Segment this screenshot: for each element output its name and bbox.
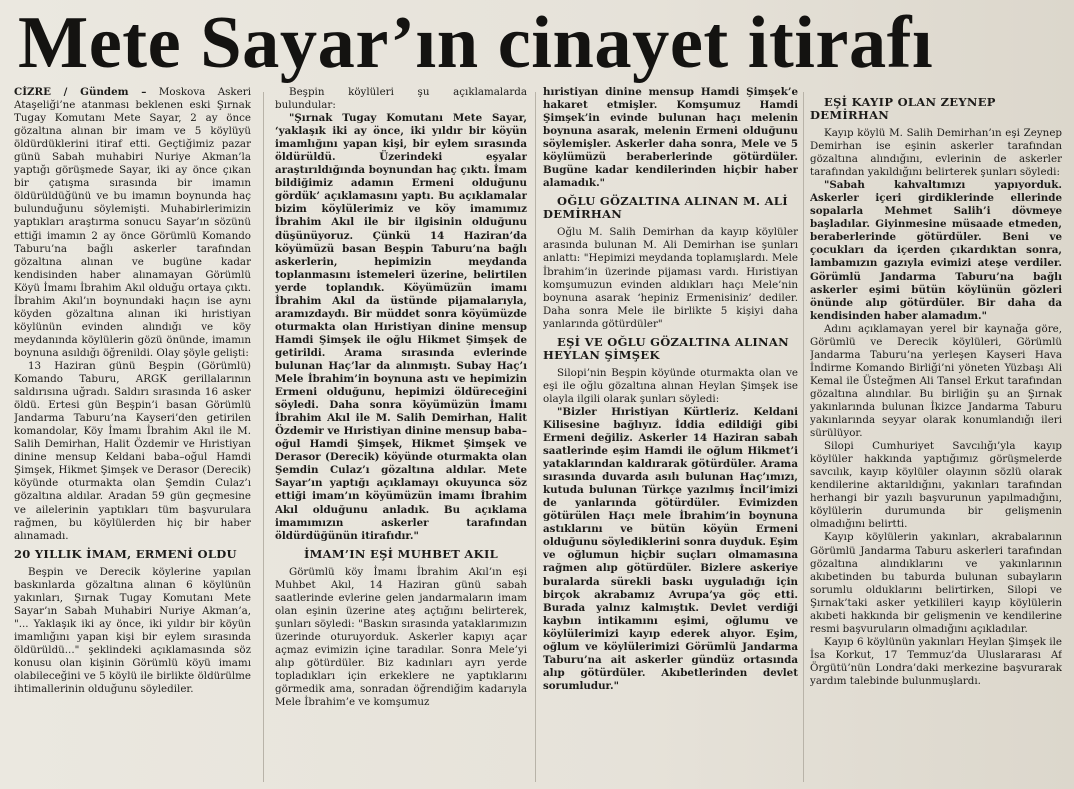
paragraph: Adını açıklamayan yerel bir kaynağa göre, Görümlü ve Derecik köylüleri, Görümlü Jandarma Taburu’na yerleşen Kayseri Hava İndirme Komando Birliği’ni yöneten Yüzbaşı Ali Kemal ile Üsteğmen Ali Tansel Erkut tarafından gözaltına alındılar. Bu birliğin şu an Şırnak yakınlarında bulunan İkizce Jandarma Taburu yakınlarında seyyar olarak konumlandığı ileri sürülüyor. [810,322,1062,440]
column-divider [803,92,804,782]
dateline: CİZRE / Gündem – [14,86,147,98]
headline: Mete Sayar’ın cinayet itirafı [18,2,934,84]
paragraph: 13 Haziran günü Beşpin (Görümlü) Komando Taburu, ARGK gerillalarının saldırısına uğradı. Saldırı sırasında 16 asker öldü. Ertesi gün Beşpin’i basan Görümlü Jandarma Taburu’na Kayseri’den getirilen komandolar, Köy İmamı İbrahim Akıl ile M. Salih Demirhan, Halit Özdemir ve Hıristiyan dinine mensup Keldani baba–oğul Hamdi Şimşek, Hikmet Şimşek ve Derasor (Derecik) köyünde oturmakta olan Şemdin Culaz’ı gözaltına aldılar. Aradan 59 gün geçmesine ve ailelerinin yaptıkları tüm başvurulara rağmen, bu köylülerden hiç bir haber alınamadı. [14,359,251,542]
column-3 [543,86,798,789]
column-divider [535,92,536,782]
column-divider [263,92,264,782]
paragraph: Silopi’nin Beşpin köyünde oturmakta olan ve eşi ile oğlu gözaltına alınan Heylan Şimşek ise olayla ilgili olarak şunları söyledi: [543,366,798,405]
subheading: İMAM’IN EŞİ MUHBET AKIL [303,546,499,561]
paragraph: Kayıp köylü M. Salih Demirhan’ın eşi Zeynep Demirhan ise eşinin askerler tarafından gözaltına alındığını, evlerinin de askerler tarafından yakıldığını belirterek şunları söyledi: [810,127,1062,179]
paragraph: Beşpin ve Derecik köylerine yapılan baskınlarda gözaltına alınan 6 köylünün yakınları, Şırnak Tugay Komutanı Mete Sayar’ın Sabah Muhabiri Nuriye Akman’a, "... Yaklaşık iki ay önce, iki yıldır bir köyün imamlığını yapan kişi bir eylem sırasında öldürüldü..." şeklindeki açıklamasında söz konusu olan kişinin Görümlü köyü imamı olabileceğini ve 5 köylü ile birlikte öldürülme ihtimallerinin olduğunu söylediler. [14,565,251,696]
quote-paragraph: "Şırnak Tugay Komutanı Mete Sayar, ‘yaklaşık iki ay önce, iki yıldır bir köyün imamlığını yapan kişi, bir eylem sırasında öldürüldü. Üzerindeki eşyalar araştırıldığında boynundan haç çıktı. İmam bildiğimiz adamın Ermeni olduğunu gördük’ açıklamasını yaptı. Bu açıklamalar bizim köylülerimiz ve köy imamımız İbrahim Akıl ile bir ilgisinin olduğunu düşünüyoruz. Çünkü 14 Haziran’da köyümüzü basan Beşpin Taburu’na bağlı askerlerin, hepimizin meydanda toplanmasını istemeleri üzerine, belirtilen yerde toplandık. Köyümüzün imamı İbrahim Akıl da üstünde pijamalarıyla, aramızdaydı. Bir müddet sonra köyümüzde oturmakta olan Hıristiyan dinine mensup Hamdi Şimşek ile oğlu Hikmet Şimşek de getirildi. Arama sırasında evlerinde bulunan Haç’lar da alınmıştı. Subay Haç’ı Mele İbrahim’in boynuna astı ve hepimizin Ermeni olduğunu, hepimizi öldüreceğini söyledi. Daha sonra köyümüzün İmamı İbrahim Akıl ile M. Salih Demirhan, Halit Özdemir ve Hıristiyan dinine mensup baba–oğul Hamdi Şimşek, Hikmet Şimşek ve Derasor (Derecik) köyünde oturmakta olan Şemdin Culaz’ı gözaltına aldılar. Mete Sayar’ın yaptığı açıklamayı okuyunca söz ettiği imam’ın köyümüzün imamı İbrahim Akıl olduğunu anladık. Bu açıklama imamımızın askerler tarafından öldürdüğünün itirafıdır." [275,112,527,542]
column-1 [14,86,251,789]
paragraph: Silopi Cumhuriyet Savcılığı’yla kayıp köylüler hakkında yaptığımız görüşmelerde savcılık, kayıp köylüler olayının sözlü olarak kendilerine aktarıldığını, yakınları tarafından herhangi bir yazılı başvurunun yapılmadığını, köylülerin durumunda bir gelişmenin olmadığını belirtti. [810,440,1062,531]
article-columns [0,86,1074,789]
subheading: EŞİ KAYIP OLAN ZEYNEP DEMİRHAN [810,95,996,122]
paragraph: Beşpin köylüleri şu açıklamalarda bulundular: [275,86,527,112]
column-4 [810,86,1062,789]
column-2 [275,86,527,789]
quote-paragraph: hıristiyan dinine mensup Hamdi Şimşek’e hakaret etmişler. Komşumuz Hamdi Şimşek’in evinde bulunan haçı melenin boynuna asarak, melenin Ermeni olduğunu söylemişler. Askerler daha sonra, Mele ve 5 köylümüzü beraberlerinde götürdüler. Bugüne kadar kendilerinden hiçbir haber alamadık." [543,86,798,190]
paragraph: Oğlu M. Salih Demirhan da kayıp köylüler arasında bulunan M. Ali Demirhan ise şunları anlattı: "Hepimizi meydanda toplamışlardı. Mele İbrahim’in üzerinde pijaması vardı. Hıristiyan komşumuzun evinden aldıkları haçı Mele’nin boynuna asarak ‘hepiniz Ermenisiniz’ dediler. Daha sonra Mele ile birlikte 5 kişiyi daha yanlarında götürdüler" [543,226,798,330]
quote-paragraph: "Sabah kahvaltımızı yapıyorduk. Askerler içeri girdiklerinde ellerinde sopalarla Mehmet Salih’i dövmeye başladılar. Giyinmesine müsaade etmeden, beraberlerinde götürdüler. Beni ve çocukları da içerden çıkardıktan sonra, lambamızın gazıyla evimizi ateşe verdiler. Görümlü Jandarma Taburu’na bağlı askerler eşimi bütün köylünün gözleri önünde alıp götürdüler. Bir daha da kendisinden haber alamadım." [810,179,1062,322]
quote-paragraph: "Bizler Hıristiyan Kürtleriz. Keldani Kilisesine bağlıyız. İddia edildiği gibi Ermeni değiliz. Askerler 14 Haziran sabah saatlerinde eşim Hamdi ile oğlum Hikmet’i yataklarından kaldırarak götürdüler. Arama sırasında duvarda asılı bulunan Haç’ımızı, kutuda bulunan Türkçe yazılmış İncil’imizi de yanlarında götürdüler. Evimizden götürülen Haçı mele İbrahim’in boynuna astıklarını ve bütün köyün Ermeni olduğunu söylediklerini sonra duyduk. Eşim ve oğlumun hiçbir suçları olmamasına rağmen alıp götürdüler. Bizlere askeriye buralarda sürekli baskı uyguladığı için birçok akrabamız Avrupa’ya göç etti. Burada yalnız kalmıştık. Devlet verdiği kaybın intikamını eşimi, oğlumu ve köylülerimizi kayıp ederek alıyor. Eşim, oğlum ve köylülerimizi Görümlü Jandarma Taburu’na ait askerler gündüz ortasında alıp götürdüler. Akıbetlerinden devlet sorumludur." [543,405,798,692]
lead-paragraph [14,86,251,360]
subheading: OĞLU GÖZALTINA ALINAN M. ALİ DEMİRHAN [543,194,788,222]
paragraph: Kayıp köylülerin yakınları, akrabalarının Görümlü Jandarma Taburu askerleri tarafından gözaltına alındıklarını ve yakınlarının akıbetinden bu taburda bulunan subayların sorumlu olduklarını belirtirken, Silopi ve Şırnak’taki asker yetkilileri kayıp köylülerin akıbeti hakkında bir gelişmenin ve kendilerine resmi başvuruların olmadığını açıkladılar. [810,531,1062,635]
paragraph: Kayıp 6 köylünün yakınları Heylan Şimşek ile İsa Korkut, 17 Temmuz’da Uluslararası Af Örgütü’nün Londra’daki merkezine başvurarak yardım talebinde bulunmuşlardı. [810,635,1062,687]
subheading: EŞİ VE OĞLU GÖZALTINA ALINAN HEYLAN ŞİMŞEK [543,334,789,362]
subheading: 20 YILLIK İMAM, ERMENİ OLDU [14,546,237,561]
paragraph: Görümlü köy İmamı İbrahim Akıl’ın eşi Muhbet Akıl, 14 Haziran günü sabah saatlerinde evlerine gelen jandarmaların imam olan eşinin üzerine ateş açtığını belirterek, şunları söyledi: "Baskın sırasında yataklarımızın üzerinde oturuyorduk. Askerler kapıyı açar açmaz evimizin içine taradılar. Sonra Mele’yi alıp götürdüler. Biz kadınları ayrı yerde topladıkları için erkeklere ne yaptıklarını görmedik ama, sonradan öğrendiğim kadarıyla Mele İbrahim’e ve komşumuz [275,565,527,709]
lead-text: Moskova Askeri Ataşeliği’ne atanması beklenen eski Şırnak Tugay Komutanı Mete Sayar, 2 ay önce gözaltına alınan bir imam ve 5 köylüyü öldürdüklerini itiraf etti. Geçtiğimiz pazar günü Sabah muhabiri Nuriye Akman’la yaptığı görüşmede Sayar, iki ay önce çıkan bir çatışma sırasında bir imamın öldürüldüğünü ve bu imamın boynunda haç bulunduğunu söylemişti. Muhabirlerimizin yaptıkları araştırma sonucu Sayar’ın sözünü ettiği imamın 2 ay önce Görümlü Komando Taburu’na bağlı askerler tarafından gözaltına alınan ve bugüne kadar kendisinden haber alınamayan Görümlü Köyü İmamı İbrahim Akıl olduğu ortaya çıktı. İbrahim Akıl’ın boynundaki haçın ise aynı köyden gözaltına alınan iki hıristiyan köylünün evinden alındığı ve köy meydanında köylülerin gözü önünde, imamın boynuna asıldığı öğrenildi. Olay şöyle gelişti: [14,86,251,359]
